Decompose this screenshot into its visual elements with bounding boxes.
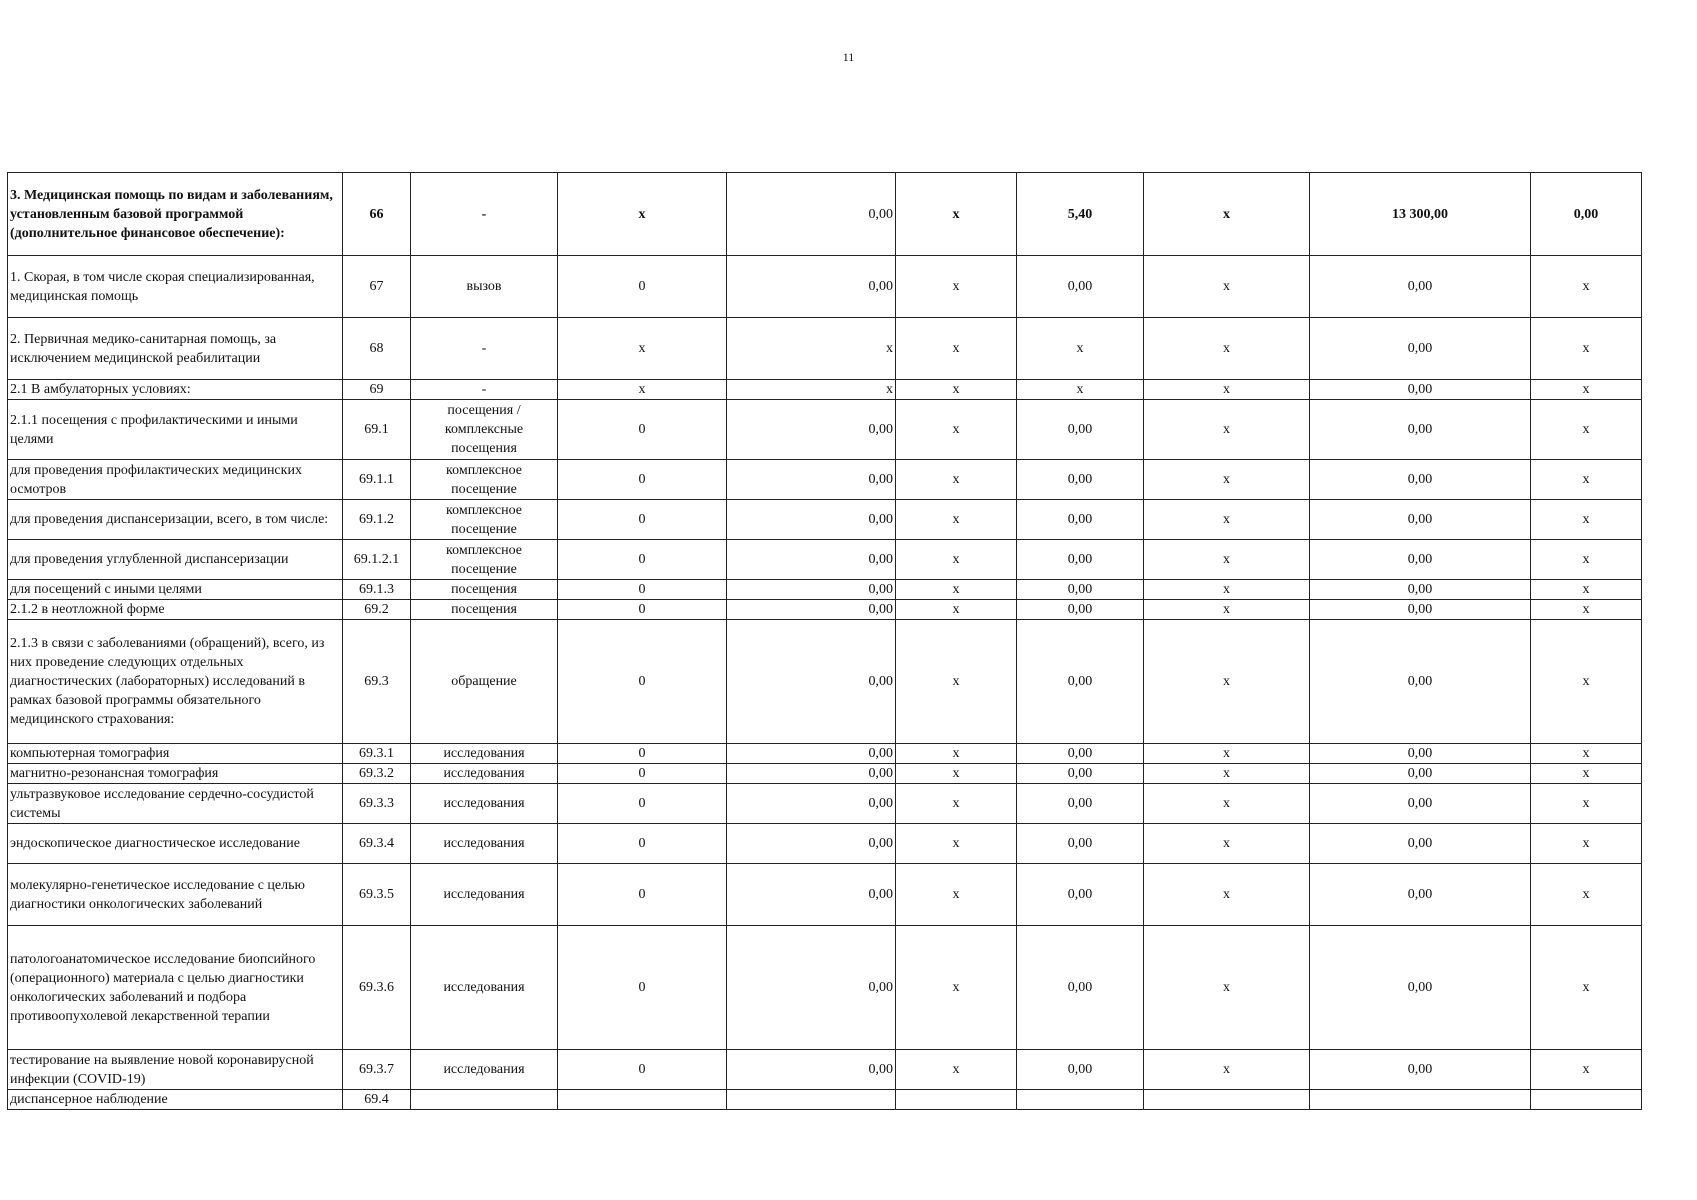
cell-name: 2.1.3 в связи с заболеваниями (обращений), всего, из них проведение следующих отдельных диагностических (лабораторных) исследований в рамках базовой программы обязательного медицинского страхования: (8, 620, 343, 744)
cell-name: ультразвуковое исследование сердечно-сосудистой системы (8, 784, 343, 824)
cell-c7: x (1531, 824, 1642, 864)
cell-unit (411, 1090, 558, 1110)
cell-c1: 0 (558, 600, 727, 620)
cell-c1: 0 (558, 460, 727, 500)
cell-num: 69.3.2 (343, 764, 411, 784)
cell-name: 2.1.2 в неотложной форме (8, 600, 343, 620)
cell-num: 69.2 (343, 600, 411, 620)
cell-unit: исследования (411, 1050, 558, 1090)
table-row (8, 400, 1642, 460)
cell-c5: x (1144, 580, 1310, 600)
cell-c7: x (1531, 620, 1642, 744)
cell-c5: x (1144, 256, 1310, 318)
cell-c2: 0,00 (727, 620, 896, 744)
cell-num: 69 (343, 380, 411, 400)
cell-num: 69.1 (343, 400, 411, 460)
cell-num: 69.3.7 (343, 1050, 411, 1090)
cell-c1: 0 (558, 620, 727, 744)
cell-c6: 0,00 (1310, 580, 1531, 600)
table-row (8, 256, 1642, 318)
table-row (8, 380, 1642, 400)
cell-c7: 0,00 (1531, 173, 1642, 256)
cell-num: 69.3 (343, 620, 411, 744)
cell-c2: 0,00 (727, 173, 896, 256)
cell-c5: x (1144, 400, 1310, 460)
cell-c5: x (1144, 460, 1310, 500)
cell-c6: 0,00 (1310, 540, 1531, 580)
cell-c7: x (1531, 926, 1642, 1050)
cell-c5: x (1144, 764, 1310, 784)
cell-name: 3. Медицинская помощь по видам и заболеваниям, установленным базовой программой (дополнительное финансовое обеспечение): (8, 173, 343, 256)
cell-c3: x (896, 620, 1017, 744)
cell-c7: x (1531, 400, 1642, 460)
cell-unit: исследования (411, 824, 558, 864)
cell-c3: x (896, 540, 1017, 580)
cell-num: 69.1.1 (343, 460, 411, 500)
cell-unit: посещения / комплексные посещения (411, 400, 558, 460)
table-row (8, 460, 1642, 500)
cell-c4: x (1017, 380, 1144, 400)
cell-c5: x (1144, 784, 1310, 824)
cell-name: патологоанатомическое исследование биопсийного (операционного) материала с целью диагностики онкологических заболеваний и подбора противоопухолевой лекарственной терапии (8, 926, 343, 1050)
cell-c1: 0 (558, 540, 727, 580)
cell-c1: x (558, 173, 727, 256)
cell-name: 1. Скорая, в том числе скорая специализированная, медицинская помощь (8, 256, 343, 318)
cell-c1: 0 (558, 400, 727, 460)
cell-c6: 0,00 (1310, 764, 1531, 784)
cell-c3: x (896, 764, 1017, 784)
cell-c5: x (1144, 824, 1310, 864)
cell-c7: x (1531, 764, 1642, 784)
cell-c6: 0,00 (1310, 744, 1531, 764)
cell-c2: 0,00 (727, 460, 896, 500)
cell-c5: x (1144, 1050, 1310, 1090)
cell-unit: посещения (411, 580, 558, 600)
cell-c2: 0,00 (727, 764, 896, 784)
cell-unit: вызов (411, 256, 558, 318)
cell-c3: x (896, 380, 1017, 400)
cell-c6: 0,00 (1310, 784, 1531, 824)
cell-unit: исследования (411, 744, 558, 764)
cell-num: 69.1.2.1 (343, 540, 411, 580)
cell-c3: x (896, 926, 1017, 1050)
cell-c3: x (896, 500, 1017, 540)
cell-c7: x (1531, 256, 1642, 318)
cell-name: 2.1.1 посещения с профилактическими и иными целями (8, 400, 343, 460)
cell-num: 69.3.1 (343, 744, 411, 764)
cell-c5: x (1144, 380, 1310, 400)
cell-unit: комплексное посещение (411, 540, 558, 580)
cell-c7: x (1531, 500, 1642, 540)
table-row (8, 824, 1642, 864)
cell-c5: x (1144, 620, 1310, 744)
cell-c3: x (896, 580, 1017, 600)
page-number: 11 (842, 50, 855, 64)
cell-c5: x (1144, 173, 1310, 256)
cell-c4: 0,00 (1017, 764, 1144, 784)
cell-c4: 0,00 (1017, 1050, 1144, 1090)
cell-c1: 0 (558, 256, 727, 318)
cell-num: 68 (343, 318, 411, 380)
cell-name: магнитно-резонансная томография (8, 764, 343, 784)
cell-c2: 0,00 (727, 256, 896, 318)
cell-c6: 0,00 (1310, 500, 1531, 540)
cell-num: 69.3.5 (343, 864, 411, 926)
cell-num: 67 (343, 256, 411, 318)
cell-c2: x (727, 380, 896, 400)
cell-c6: 0,00 (1310, 620, 1531, 744)
table-row (8, 1090, 1642, 1110)
cell-c5: x (1144, 864, 1310, 926)
cell-c3: x (896, 1050, 1017, 1090)
cell-c6: 0,00 (1310, 318, 1531, 380)
cell-c3: x (896, 824, 1017, 864)
cell-c6: 0,00 (1310, 1050, 1531, 1090)
cell-c2: x (727, 318, 896, 380)
cell-c2: 0,00 (727, 864, 896, 926)
table-row (8, 580, 1642, 600)
table-row (8, 500, 1642, 540)
cell-c7: x (1531, 318, 1642, 380)
cell-c1: 0 (558, 926, 727, 1050)
cell-c4: 0,00 (1017, 500, 1144, 540)
cell-name: для проведения диспансеризации, всего, в том числе: (8, 500, 343, 540)
cell-c6: 13 300,00 (1310, 173, 1531, 256)
cell-unit: исследования (411, 864, 558, 926)
cell-c7: x (1531, 744, 1642, 764)
cell-c1: 0 (558, 580, 727, 600)
cell-c1: 0 (558, 744, 727, 764)
cell-c6: 0,00 (1310, 400, 1531, 460)
cell-c2 (727, 1090, 896, 1110)
cell-c3: x (896, 256, 1017, 318)
cell-c5: x (1144, 744, 1310, 764)
cell-num: 66 (343, 173, 411, 256)
cell-unit: комплексное посещение (411, 460, 558, 500)
cell-c4: 0,00 (1017, 460, 1144, 500)
cell-c5: x (1144, 926, 1310, 1050)
cell-c3: x (896, 864, 1017, 926)
cell-name: 2.1 В амбулаторных условиях: (8, 380, 343, 400)
cell-c4: 0,00 (1017, 540, 1144, 580)
cell-c3: x (896, 460, 1017, 500)
cell-name: для проведения углубленной диспансеризации (8, 540, 343, 580)
cell-c7: x (1531, 1050, 1642, 1090)
table-row (8, 620, 1642, 744)
cell-c4: 0,00 (1017, 256, 1144, 318)
cell-c2: 0,00 (727, 926, 896, 1050)
cell-c1: 0 (558, 500, 727, 540)
cell-c4: 5,40 (1017, 173, 1144, 256)
cell-c3 (896, 1090, 1017, 1110)
table-row (8, 600, 1642, 620)
cell-name: компьютерная томография (8, 744, 343, 764)
cell-c2: 0,00 (727, 580, 896, 600)
cell-c6: 0,00 (1310, 460, 1531, 500)
cell-c5: x (1144, 540, 1310, 580)
cell-c2: 0,00 (727, 540, 896, 580)
cell-c6: 0,00 (1310, 864, 1531, 926)
cell-unit: исследования (411, 784, 558, 824)
cell-c1: 0 (558, 864, 727, 926)
cell-c7: x (1531, 380, 1642, 400)
cell-c5: x (1144, 500, 1310, 540)
cell-c4: 0,00 (1017, 824, 1144, 864)
table-body (8, 173, 1642, 1110)
cell-c4: 0,00 (1017, 580, 1144, 600)
cell-c2: 0,00 (727, 1050, 896, 1090)
cell-unit: комплексное посещение (411, 500, 558, 540)
cell-name: тестирование на выявление новой коронавирусной инфекции (COVID-19) (8, 1050, 343, 1090)
cell-c7 (1531, 1090, 1642, 1110)
cell-c7: x (1531, 600, 1642, 620)
cell-name: для посещений с иными целями (8, 580, 343, 600)
cell-c6: 0,00 (1310, 256, 1531, 318)
table-row (8, 318, 1642, 380)
cell-unit: посещения (411, 600, 558, 620)
cell-c6: 0,00 (1310, 380, 1531, 400)
table-row (8, 784, 1642, 824)
cell-name: 2. Первичная медико-санитарная помощь, за исключением медицинской реабилитации (8, 318, 343, 380)
tariff-table (7, 172, 1642, 1110)
cell-num: 69.3.3 (343, 784, 411, 824)
table-row (8, 173, 1642, 256)
cell-c2: 0,00 (727, 400, 896, 460)
cell-c1: 0 (558, 784, 727, 824)
cell-name: эндоскопическое диагностическое исследование (8, 824, 343, 864)
cell-c2: 0,00 (727, 744, 896, 764)
cell-c1: x (558, 318, 727, 380)
cell-c4: 0,00 (1017, 744, 1144, 764)
cell-c6 (1310, 1090, 1531, 1110)
cell-c3: x (896, 744, 1017, 764)
cell-unit: исследования (411, 764, 558, 784)
cell-c6: 0,00 (1310, 824, 1531, 864)
cell-c7: x (1531, 784, 1642, 824)
table-row (8, 926, 1642, 1050)
cell-c4: 0,00 (1017, 926, 1144, 1050)
cell-name: молекулярно-генетическое исследование с целью диагностики онкологических заболеваний (8, 864, 343, 926)
cell-unit: исследования (411, 926, 558, 1050)
cell-c2: 0,00 (727, 784, 896, 824)
cell-unit: - (411, 173, 558, 256)
cell-c2: 0,00 (727, 824, 896, 864)
cell-name: для проведения профилактических медицинских осмотров (8, 460, 343, 500)
cell-c6: 0,00 (1310, 926, 1531, 1050)
cell-c3: x (896, 600, 1017, 620)
cell-c1: 0 (558, 1050, 727, 1090)
cell-num: 69.4 (343, 1090, 411, 1110)
cell-c2: 0,00 (727, 600, 896, 620)
cell-num: 69.1.3 (343, 580, 411, 600)
table-row (8, 744, 1642, 764)
cell-unit: - (411, 318, 558, 380)
table-row (8, 764, 1642, 784)
cell-c5 (1144, 1090, 1310, 1110)
cell-c4: 0,00 (1017, 784, 1144, 824)
cell-c1: x (558, 380, 727, 400)
cell-c3: x (896, 173, 1017, 256)
cell-c4: 0,00 (1017, 864, 1144, 926)
cell-c4 (1017, 1090, 1144, 1110)
cell-c7: x (1531, 540, 1642, 580)
table-row (8, 1050, 1642, 1090)
table-row (8, 540, 1642, 580)
cell-num: 69.3.4 (343, 824, 411, 864)
cell-c7: x (1531, 864, 1642, 926)
cell-c1: 0 (558, 764, 727, 784)
cell-num: 69.1.2 (343, 500, 411, 540)
cell-c4: 0,00 (1017, 600, 1144, 620)
cell-c3: x (896, 318, 1017, 380)
cell-c2: 0,00 (727, 500, 896, 540)
cell-c4: x (1017, 318, 1144, 380)
cell-c1: 0 (558, 824, 727, 864)
cell-unit: - (411, 380, 558, 400)
cell-c4: 0,00 (1017, 620, 1144, 744)
cell-c1 (558, 1090, 727, 1110)
cell-c7: x (1531, 460, 1642, 500)
cell-c3: x (896, 784, 1017, 824)
cell-c3: x (896, 400, 1017, 460)
cell-c5: x (1144, 318, 1310, 380)
cell-c6: 0,00 (1310, 600, 1531, 620)
cell-c7: x (1531, 580, 1642, 600)
cell-unit: обращение (411, 620, 558, 744)
cell-num: 69.3.6 (343, 926, 411, 1050)
cell-c5: x (1144, 600, 1310, 620)
table-row (8, 864, 1642, 926)
cell-c4: 0,00 (1017, 400, 1144, 460)
cell-name: диспансерное наблюдение (8, 1090, 343, 1110)
